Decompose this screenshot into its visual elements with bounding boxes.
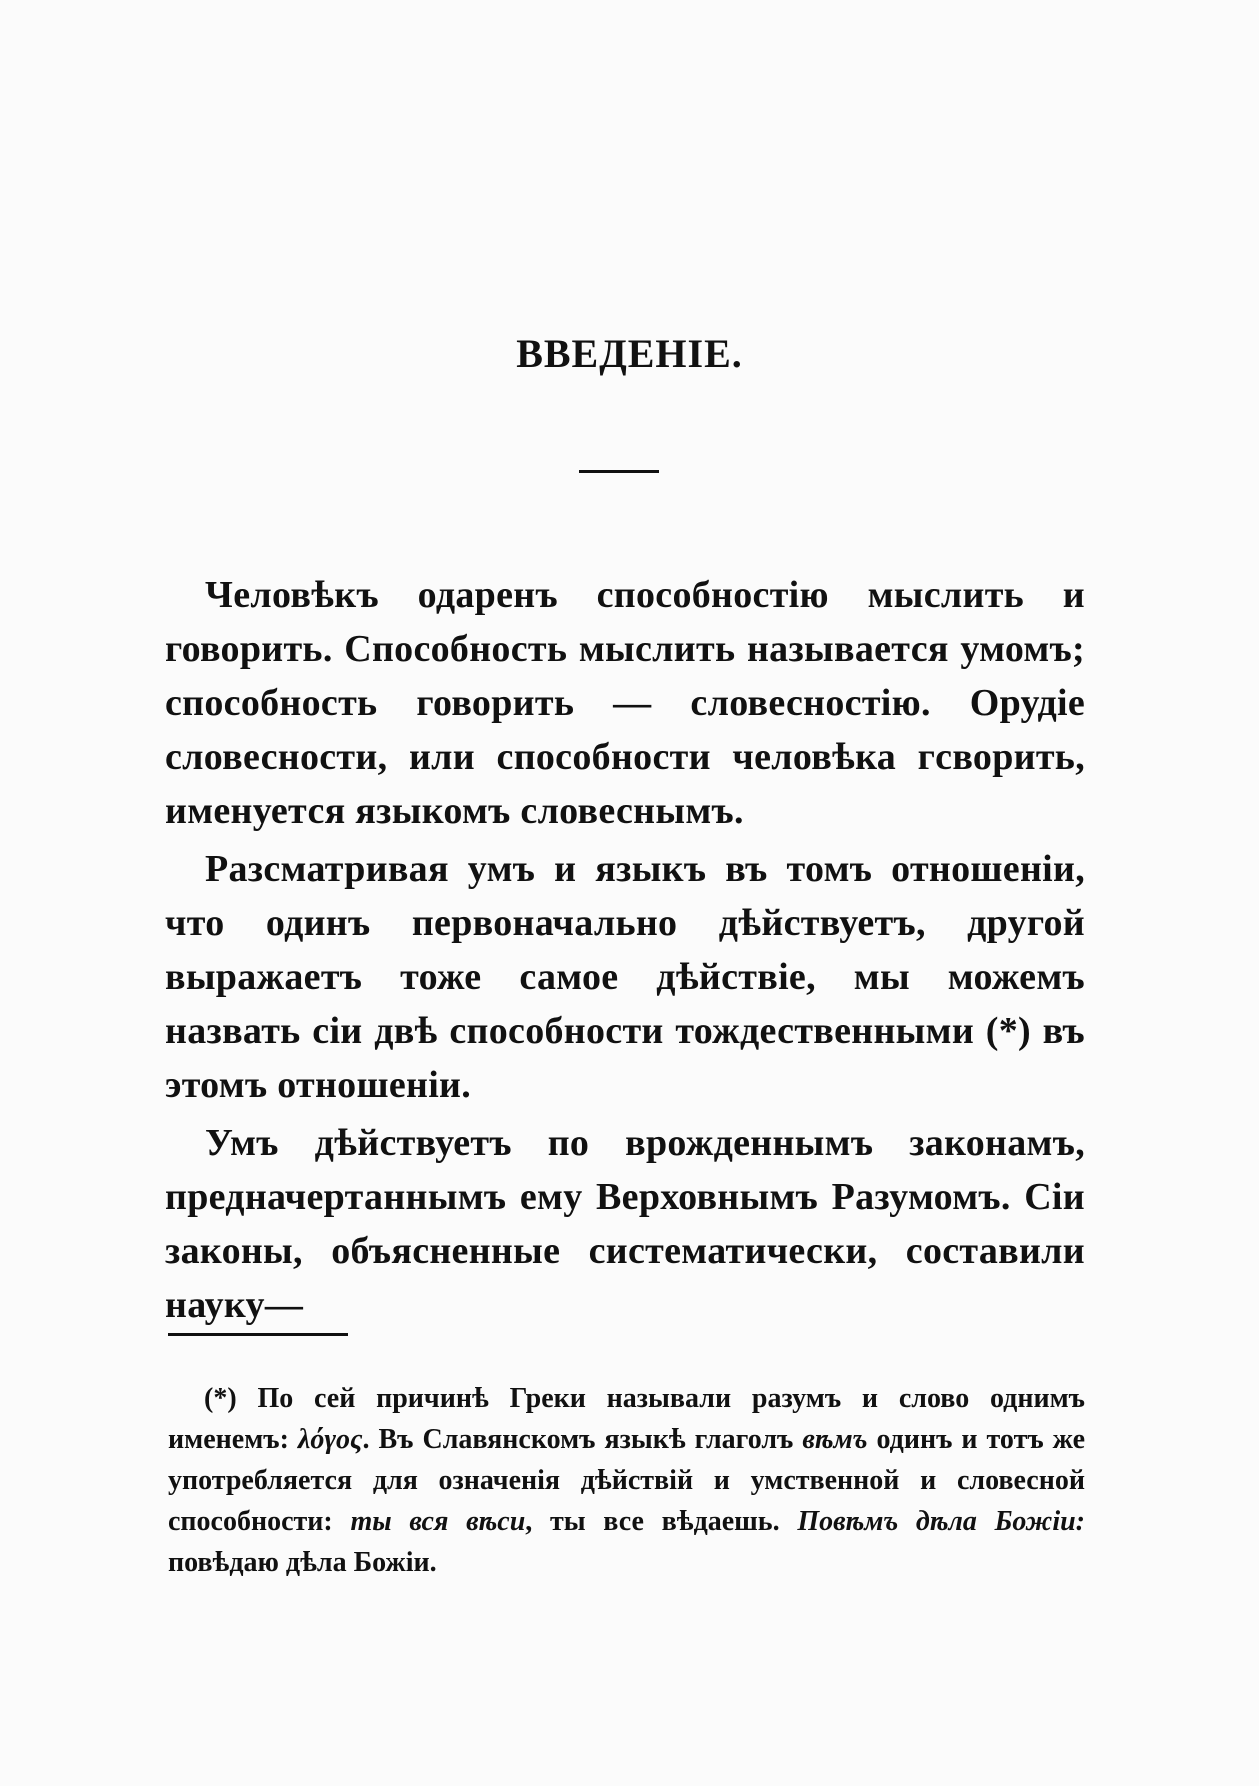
footnote-text: . Въ Славянскомъ языкѣ глаголъ <box>362 1424 794 1455</box>
main-text <box>165 568 1085 1336</box>
footnote-text: повѣдаю дѣла Божіи. <box>168 1547 437 1578</box>
footnote <box>168 1378 1085 1583</box>
paragraph: Разсматривая умъ и языкъ въ томъ отношеніи, что одинъ первоначально дѣйствуетъ, другой выражаетъ тоже самое дѣйствіе, мы можемъ назвать сіи двѣ способности тождественными (*) въ этомъ отношеніи. <box>165 848 1085 1106</box>
paragraph: Человѣкъ одаренъ способностію мыслить и говорить. Способность мыслить называется умомъ; способность говорить — словесностію. Орудіе словесности, или способности человѣка гсворить, именуется языкомъ словеснымъ. <box>165 574 1085 832</box>
footnote-text: одинъ и тотъ же употребляется для означенія дѣйствій и умственной и словесной способности: <box>168 1424 1086 1537</box>
footnote-quote: ты вся вѣси <box>350 1506 526 1537</box>
title-divider <box>579 470 659 473</box>
footnote-text: По сей причинѣ Греки называли разумъ и слово однимъ именемъ: <box>168 1383 1085 1455</box>
footnote-marker: (*) <box>204 1383 237 1414</box>
footnote-slavonic-verb: вѣмъ <box>802 1424 868 1455</box>
footnote-greek-word: λόγος <box>297 1424 363 1455</box>
footnote-divider <box>168 1333 348 1336</box>
footnote-quote: Повѣмъ дѣла Божіи: <box>797 1506 1085 1537</box>
footnote-text: , ты все вѣдаешь. <box>525 1506 780 1537</box>
paragraph: Умъ дѣйствуетъ по врожденнымъ законамъ, предначертаннымъ ему Верховнымъ Разумомъ. Сіи законы, объясненные систематически, составили науку— <box>165 1122 1085 1326</box>
chapter-title: ВВЕДЕНІЕ. <box>516 331 743 376</box>
